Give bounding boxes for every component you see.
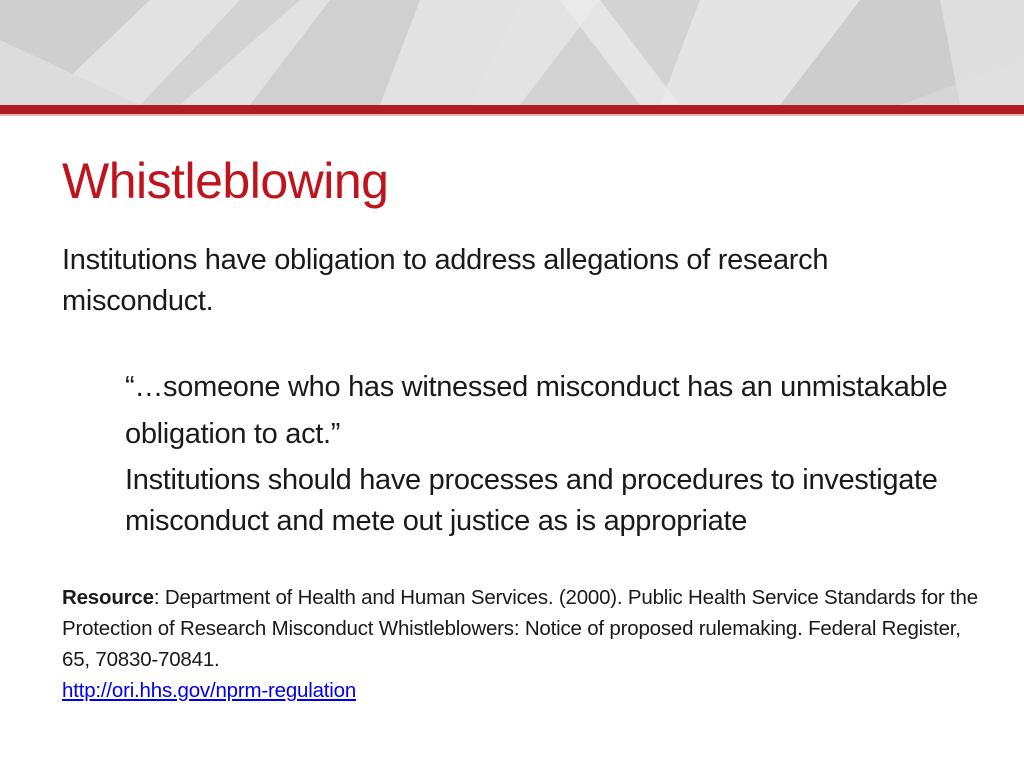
banner-facets xyxy=(0,0,1024,105)
red-accent-bar xyxy=(0,105,1024,114)
resource-citation-text: Department of Health and Human Services. (2000). Public Health Service Standards for the Protection of Research Misconduct Whistleblowers: Notice of proposed rulemaking. Federal Register, 65, 70830-70841. xyxy=(62,586,978,671)
header-banner xyxy=(0,0,1024,105)
lead-paragraph: Institutions have obligation to address allegations of research misconduct. xyxy=(62,244,829,317)
quote-paragraph: “…someone who has witnessed misconduct has an unmistakable obligation to act.” xyxy=(125,371,948,450)
red-accent-bar-shadow xyxy=(0,114,1024,116)
slide-title: Whistleblowing xyxy=(62,153,389,209)
processes-paragraph: Institutions should have processes and procedures to investigate misconduct and mete out justice as is appropriate xyxy=(125,464,938,537)
resource-label: Resource xyxy=(62,586,154,609)
resource-link[interactable]: http://ori.hhs.gov/nprm-regulation xyxy=(62,679,357,702)
resource-separator: : xyxy=(153,586,160,609)
resource-citation xyxy=(62,582,982,706)
